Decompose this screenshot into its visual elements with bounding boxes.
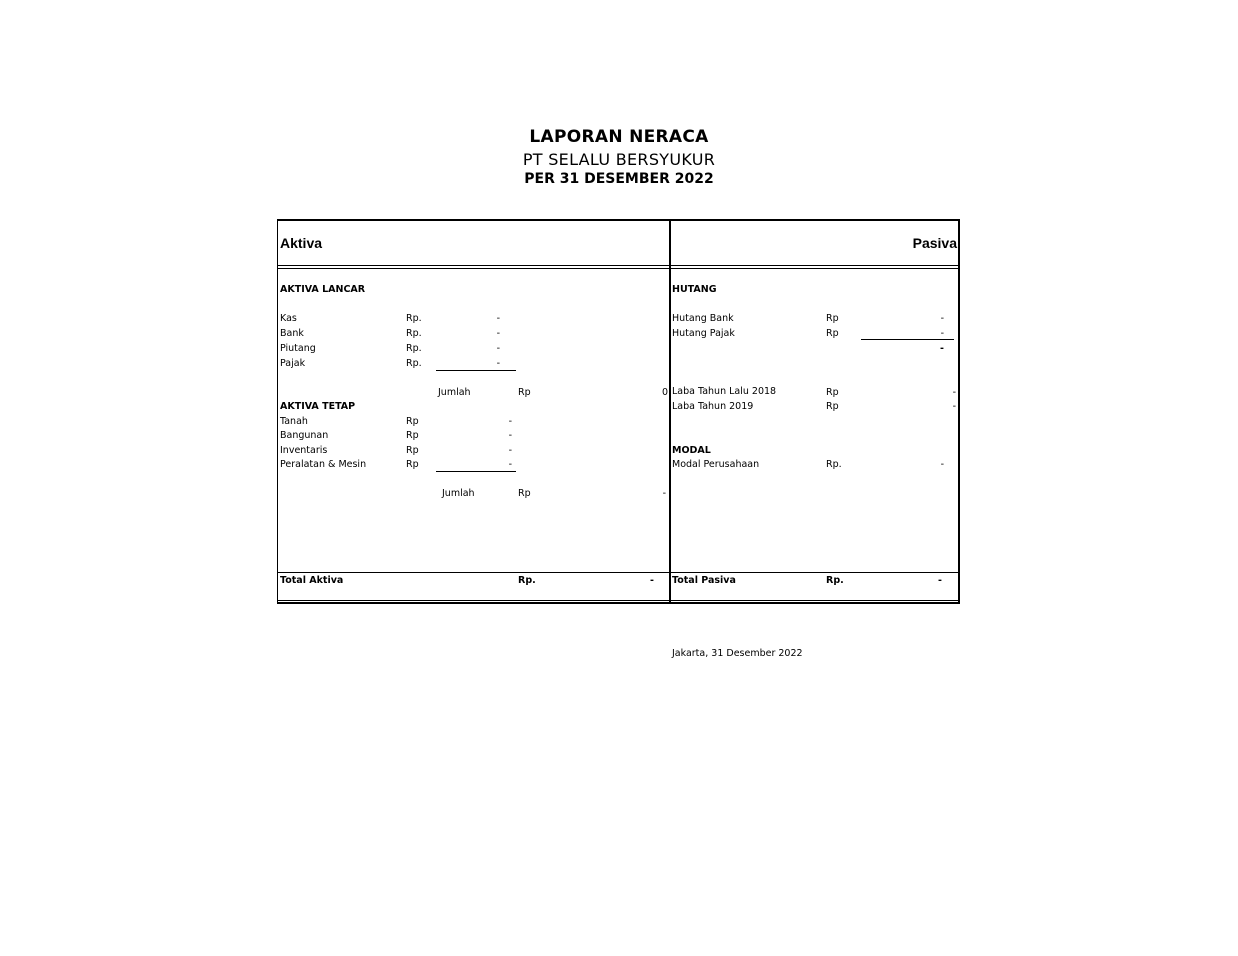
currency-label: Rp [518,387,531,398]
aktiva-item-label: Bank [280,328,304,339]
currency-label: Rp. [406,343,422,354]
currency-label: Rp [826,313,839,324]
laba-label: Laba Tahun 2019 [672,401,754,412]
modal-title: MODAL [672,445,711,456]
aktiva-item-value: - [496,313,500,324]
aktiva-item-value: - [496,328,500,339]
total-row-divider [277,572,960,573]
place-date: Jakarta, 31 Desember 2022 [672,648,803,659]
aktiva-item-label: Piutang [280,343,316,354]
aktiva-item-label: Peralatan & Mesin [280,459,367,470]
aktiva-heading: Aktiva [280,235,323,251]
hutang-title: HUTANG [672,284,717,295]
currency-label: Rp [518,488,531,499]
currency-label: Rp [406,416,419,427]
laba-value: - [952,401,956,412]
jumlah-label: Jumlah [442,488,475,499]
aktiva-item-value: - [508,416,512,427]
currency-label: Rp [826,387,839,398]
pasiva-item-label: Hutang Pajak [672,328,735,339]
aktiva-item-label: Pajak [280,358,306,369]
modal-item-label: Modal Perusahaan [672,459,760,470]
hutang-subtotal: - [940,343,944,354]
pasiva-item-label: Hutang Bank [672,313,734,324]
table-border-bottom-double [277,602,960,604]
pasiva-item-value: - [940,313,944,324]
modal-item-value: - [940,459,944,470]
currency-label: Rp [406,459,419,470]
report-period: PER 31 DESEMBER 2022 [524,171,714,187]
report-title: LAPORAN NERACA [529,127,709,147]
sum-underline [861,339,954,340]
header-divider-double [277,268,960,269]
table-border-right [958,219,960,604]
pasiva-heading: Pasiva [912,235,957,251]
table-border-top [277,219,960,221]
currency-label: Rp [406,430,419,441]
table-border-left [277,219,278,604]
aktiva-item-label: Bangunan [280,430,329,441]
currency-label: Rp. [826,575,844,586]
laba-label: Laba Tahun Lalu 2018 [672,386,777,397]
currency-label: Rp. [826,459,842,470]
table-border-bottom [277,600,960,601]
aktiva-item-value: - [508,430,512,441]
total-aktiva-value: - [650,575,654,586]
jumlah-value: 0 [661,387,668,398]
total-pasiva-value: - [938,575,942,586]
laba-value: - [952,387,956,398]
total-aktiva-label: Total Aktiva [280,575,344,586]
currency-label: Rp [826,328,839,339]
company-name: PT SELALU BERSYUKUR [522,150,716,169]
aktiva-tetap-title: AKTIVA TETAP [280,401,356,412]
pasiva-item-value: - [940,328,944,339]
sum-underline [436,370,516,371]
aktiva-item-label: Inventaris [280,445,328,456]
currency-label: Rp. [406,328,422,339]
aktiva-lancar-title: AKTIVA LANCAR [280,284,366,295]
aktiva-item-label: Tanah [280,416,308,427]
center-divider [669,219,671,604]
aktiva-item-value: - [496,358,500,369]
total-pasiva-label: Total Pasiva [672,575,736,586]
currency-label: Rp. [518,575,536,586]
header-divider [277,265,960,266]
currency-label: Rp. [406,313,422,324]
aktiva-item-value: - [496,343,500,354]
jumlah-value: - [662,488,666,499]
balance-sheet-table [277,219,960,604]
sum-underline [436,471,516,472]
jumlah-label: Jumlah [438,387,471,398]
aktiva-item-label: Kas [280,313,297,324]
currency-label: Rp [406,445,419,456]
aktiva-item-value: - [508,445,512,456]
aktiva-item-value: - [508,459,512,470]
currency-label: Rp [826,401,839,412]
currency-label: Rp. [406,358,422,369]
